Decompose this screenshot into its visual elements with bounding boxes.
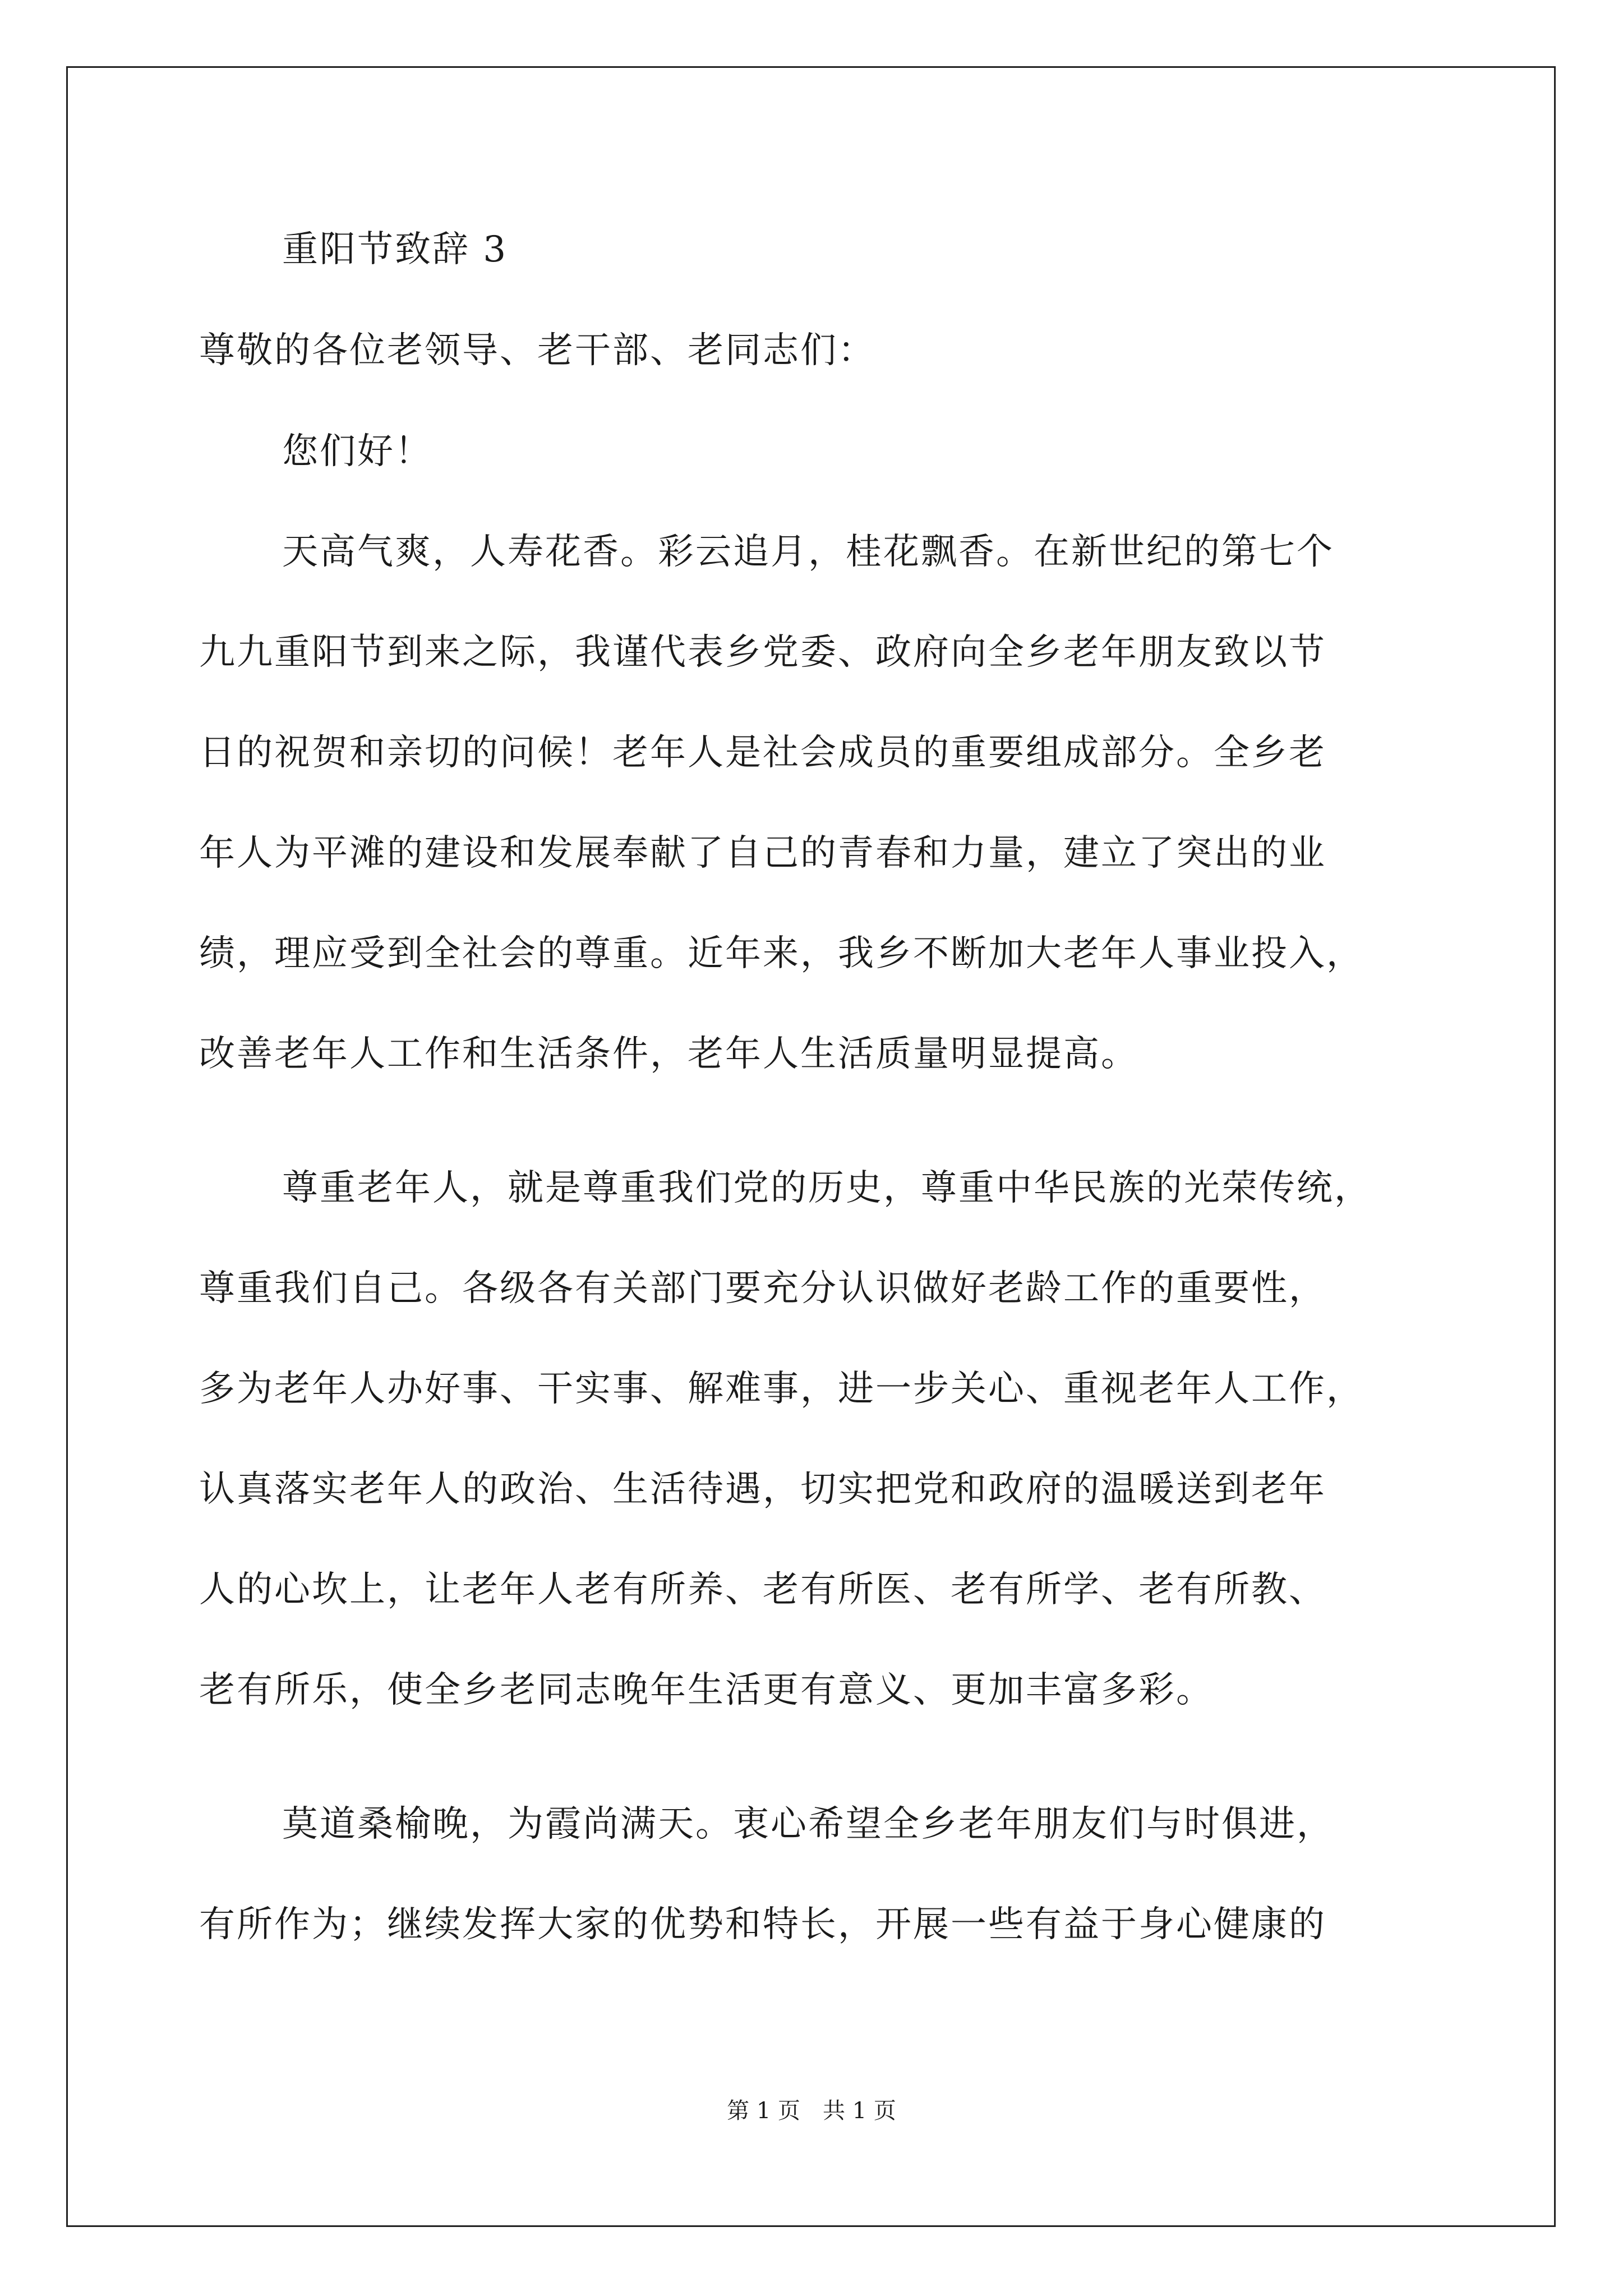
paragraph-line: 日的祝贺和亲切的问候！老年人是社会成员的重要组成部分。全乡老 [199, 732, 1326, 774]
paragraph-line: 人的心坎上，让老年人老有所养、老有所医、老有所学、老有所教、 [199, 1569, 1326, 1611]
paragraph-line: 老有所乐，使全乡老同志晚年生活更有意义、更加丰富多彩。 [199, 1669, 1214, 1711]
paragraph-line: 认真落实老年人的政治、生活待遇，切实把党和政府的温暖送到老年 [199, 1469, 1326, 1510]
document-title: 重阳节致辞 3 [282, 229, 508, 270]
paragraph-line: 尊重我们自己。各级各有关部门要充分认识做好老龄工作的重要性， [199, 1268, 1326, 1309]
paragraph-line: 天高气爽，人寿花香。彩云追月，桂花飘香。在新世纪的第七个 [282, 531, 1334, 573]
paragraph-line: 有所作为；继续发挥大家的优势和特长，开展一些有益于身心健康的 [199, 1904, 1326, 1945]
paragraph-line: 九九重阳节到来之际，我谨代表乡党委、政府向全乡老年朋友致以节 [199, 632, 1326, 673]
paragraph-line: 尊重老年人，就是尊重我们党的历史，尊重中华民族的光荣传统， [282, 1167, 1372, 1209]
greeting: 您们好！ [282, 431, 432, 472]
page-number-footer: 第 1 页 共 1 页 [727, 2098, 896, 2124]
paragraph-line: 多为老年人办好事、干实事、解难事，进一步关心、重视老年人工作， [199, 1368, 1364, 1410]
paragraph-line: 改善老年人工作和生活条件，老年人生活质量明显提高。 [199, 1033, 1138, 1075]
paragraph-line: 年人为平滩的建设和发展奉献了自己的青春和力量，建立了突出的业 [199, 832, 1326, 874]
salutation: 尊敬的各位老领导、老干部、老同志们： [199, 330, 875, 371]
paragraph-line: 绩，理应受到全社会的尊重。近年来，我乡不断加大老年人事业投入， [199, 933, 1364, 974]
paragraph-line: 莫道桑榆晚，为霞尚满天。衷心希望全乡老年朋友们与时俱进， [282, 1803, 1334, 1845]
